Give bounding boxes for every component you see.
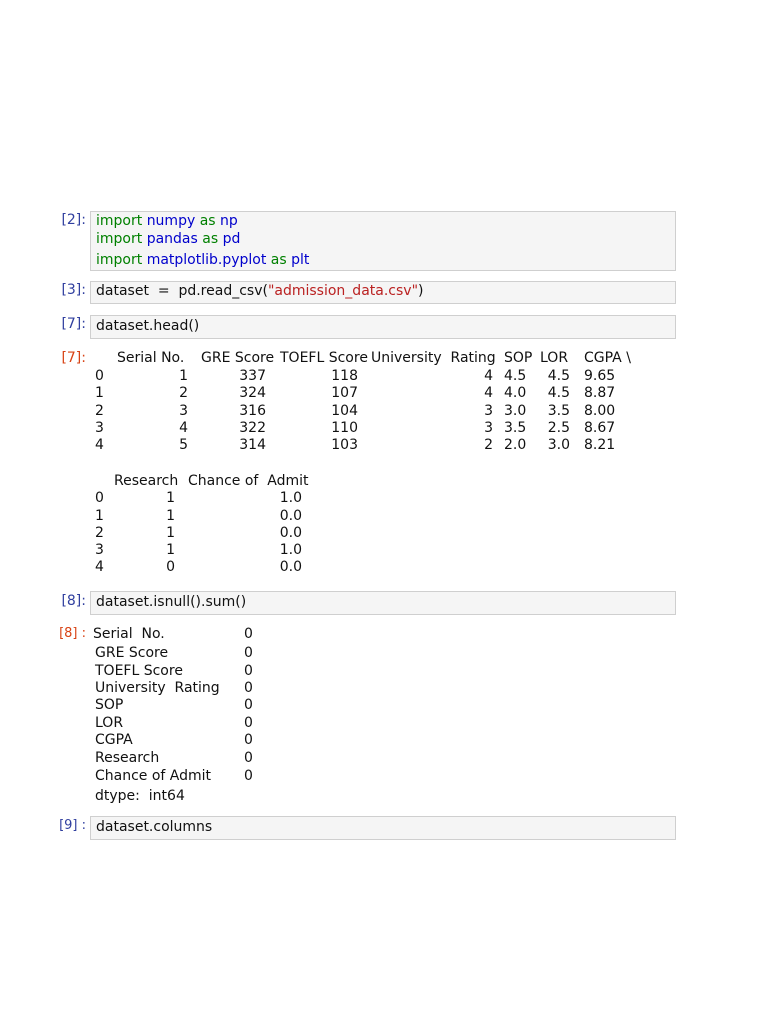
keyword: as xyxy=(199,213,216,229)
code-text: dataset = pd.read_csv( xyxy=(96,283,268,299)
cell-2-prompt: [2]: xyxy=(61,212,86,228)
row-index: 2 xyxy=(95,403,104,419)
series-value: 0 xyxy=(244,750,253,766)
table-cell: 3.0 xyxy=(504,403,527,419)
table-cell: 1 xyxy=(166,490,175,506)
cell-8-output-prompt: [8] : xyxy=(59,626,86,641)
row-index: 4 xyxy=(95,437,104,453)
table-cell: 3 xyxy=(484,403,493,419)
keyword: import xyxy=(96,231,143,247)
col-header: SOP xyxy=(504,350,533,366)
alias-name: plt xyxy=(291,252,310,268)
table-cell: 1.0 xyxy=(279,490,302,506)
table-cell: 4 xyxy=(179,420,188,436)
cell-8-prompt: [8]: xyxy=(61,593,86,609)
table-cell: 1.0 xyxy=(279,542,302,558)
alias-name: np xyxy=(220,213,238,229)
row-index: 4 xyxy=(95,559,104,575)
col-header: LOR xyxy=(540,350,569,366)
table-cell: 8.87 xyxy=(584,385,616,401)
table-cell: 4 xyxy=(484,385,493,401)
table-cell: 110 xyxy=(331,420,358,436)
table-cell: 1 xyxy=(166,508,175,524)
col-header: Research xyxy=(114,473,179,489)
col-header: Chance of Admit xyxy=(188,473,309,489)
code-line: dataset.isnull().sum() xyxy=(96,594,247,610)
series-index-label: Chance of Admit xyxy=(95,768,212,784)
row-index: 0 xyxy=(95,368,104,384)
cell-7-output-prompt: [7]: xyxy=(61,350,86,366)
alias-name: pd xyxy=(222,231,241,247)
table-cell: 8.00 xyxy=(584,403,616,419)
table-cell: 0.0 xyxy=(279,525,302,541)
table-cell: 1 xyxy=(166,542,175,558)
series-value: 0 xyxy=(244,732,253,748)
table-cell: 3.5 xyxy=(547,403,570,419)
table-cell: 104 xyxy=(331,403,358,419)
table-cell: 3 xyxy=(484,420,493,436)
series-value: 0 xyxy=(244,697,253,713)
cell-7-code-editor[interactable] xyxy=(90,315,676,339)
cell-7-prompt: [7]: xyxy=(61,316,86,332)
series-index-label: Serial No. xyxy=(93,626,165,642)
row-index: 1 xyxy=(95,508,104,524)
table-cell: 2.0 xyxy=(504,437,527,453)
dtype-label: dtype: int64 xyxy=(95,788,185,804)
table-cell: 103 xyxy=(331,437,358,453)
table-cell: 107 xyxy=(331,385,358,401)
series-index-label: CGPA xyxy=(95,732,133,748)
series-value: 0 xyxy=(244,626,253,642)
table-cell: 4.5 xyxy=(504,368,527,384)
code-line-1 xyxy=(96,213,238,229)
table-cell: 4 xyxy=(484,368,493,384)
table-cell: 322 xyxy=(239,420,266,436)
table-cell: 0.0 xyxy=(279,559,302,575)
string-literal: "admission_data.csv" xyxy=(267,283,419,299)
table-cell: 2 xyxy=(179,385,188,401)
code-line xyxy=(96,283,423,299)
table-cell: 316 xyxy=(239,403,266,419)
table-cell: 3.0 xyxy=(547,437,570,453)
cell-8-code-editor[interactable] xyxy=(90,591,676,615)
cell-3-code-editor[interactable] xyxy=(90,281,676,304)
module-name: matplotlib.pyplot xyxy=(146,252,267,268)
cell-2-code-editor[interactable] xyxy=(90,211,676,271)
keyword: import xyxy=(96,252,143,268)
module-name: pandas xyxy=(146,231,198,247)
code-text: ) xyxy=(418,283,424,299)
col-header: University Rating xyxy=(371,350,496,366)
col-header: TOEFL Score xyxy=(280,350,368,366)
series-value: 0 xyxy=(244,768,253,784)
table-cell: 0.0 xyxy=(279,508,302,524)
row-index: 0 xyxy=(95,490,104,506)
table-cell: 314 xyxy=(239,437,266,453)
table-cell: 337 xyxy=(239,368,266,384)
series-index-label: TOEFL Score xyxy=(95,663,183,679)
col-header: Serial No. xyxy=(117,350,185,366)
table-cell: 3.5 xyxy=(504,420,527,436)
series-index-label: SOP xyxy=(95,697,124,713)
series-value: 0 xyxy=(244,715,253,731)
row-index: 1 xyxy=(95,385,104,401)
row-index: 3 xyxy=(95,542,104,558)
code-line-3 xyxy=(96,252,309,268)
table-cell: 3 xyxy=(179,403,188,419)
series-index-label: University Rating xyxy=(95,680,220,696)
keyword: as xyxy=(270,252,287,268)
table-cell: 1 xyxy=(179,368,188,384)
table-cell: 2.5 xyxy=(547,420,570,436)
cell-3-prompt: [3]: xyxy=(61,282,86,298)
table-cell: 324 xyxy=(239,385,266,401)
table-cell: 4.5 xyxy=(547,385,570,401)
table-cell: 8.21 xyxy=(584,437,616,453)
module-name: numpy xyxy=(146,213,196,229)
table-cell: 118 xyxy=(331,368,358,384)
table-cell: 2 xyxy=(484,437,493,453)
series-value: 0 xyxy=(244,680,253,696)
table-cell: 0 xyxy=(166,559,175,575)
code-line: dataset.columns xyxy=(96,819,213,835)
table-cell: 5 xyxy=(179,437,188,453)
row-index: 2 xyxy=(95,525,104,541)
col-header: GRE Score xyxy=(201,350,275,366)
keyword: as xyxy=(202,231,219,247)
series-index-label: GRE Score xyxy=(95,645,169,661)
keyword: import xyxy=(96,213,143,229)
table-cell: 9.65 xyxy=(584,368,616,384)
series-index-label: Research xyxy=(95,750,160,766)
series-value: 0 xyxy=(244,663,253,679)
table-cell: 1 xyxy=(166,525,175,541)
code-line-2 xyxy=(96,231,240,247)
code-line: dataset.head() xyxy=(96,318,200,334)
table-cell: 8.67 xyxy=(584,420,616,436)
table-cell: 4.5 xyxy=(547,368,570,384)
series-index-label: LOR xyxy=(95,715,124,731)
col-header: CGPA \ xyxy=(584,350,631,366)
cell-9-prompt: [9] : xyxy=(59,818,86,833)
cell-9-code-editor[interactable] xyxy=(90,816,676,840)
row-index: 3 xyxy=(95,420,104,436)
series-value: 0 xyxy=(244,645,253,661)
table-cell: 4.0 xyxy=(504,385,527,401)
